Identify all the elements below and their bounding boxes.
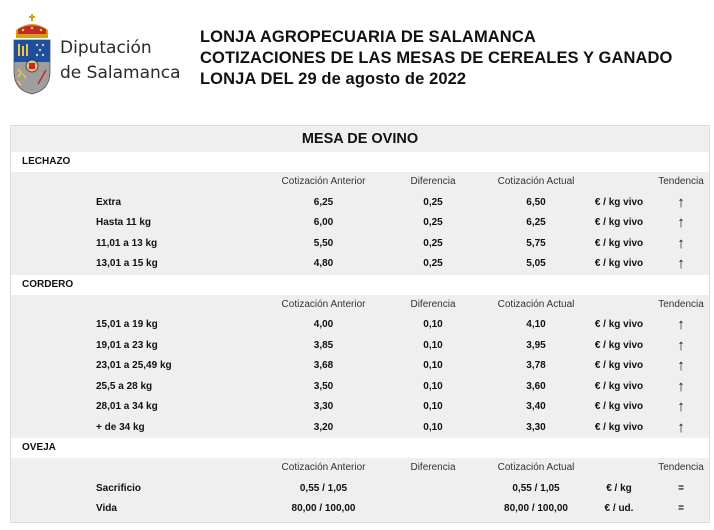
column-header-row	[11, 172, 709, 193]
title-cotizaciones: COTIZACIONES DE LAS MESAS DE CEREALES Y GANADO	[200, 49, 673, 67]
cotizacion-anterior: 80,00 / 100,00	[291, 503, 356, 514]
cotizacion-actual: 4,10	[526, 319, 546, 330]
cotizacion-actual: 80,00 / 100,00	[504, 503, 568, 514]
cotizacion-anterior: 6,00	[313, 217, 334, 228]
logo-line-2: de Salamanca	[60, 63, 181, 83]
col-cotizacion-anterior: Cotización Anterior	[281, 462, 366, 473]
trend-up-icon: ↑	[677, 377, 685, 395]
col-cotizacion-actual: Cotización Actual	[497, 462, 575, 473]
section-oveja: OVEJA	[11, 438, 709, 458]
cotizacion-actual: 3,30	[526, 421, 546, 433]
trend-up-icon: ↑	[677, 255, 685, 272]
table-row	[11, 356, 709, 377]
diferencia: 0,25	[423, 258, 443, 269]
cotizacion-actual: 3,60	[526, 380, 546, 392]
diferencia: 0,10	[423, 401, 443, 412]
trend-up-icon: ↑	[677, 418, 685, 436]
row-label: + de 34 kg	[96, 421, 145, 433]
cotizacion-actual: 3,78	[526, 360, 546, 371]
trend-up-icon: ↑	[677, 234, 685, 252]
row-label: 28,01 a 34 kg	[96, 401, 158, 412]
unit: € / kg vivo	[594, 217, 644, 228]
table-row	[11, 315, 709, 336]
cotizacion-anterior: 5,50	[313, 237, 334, 249]
unit: € / kg vivo	[594, 360, 644, 371]
diferencia: 0,10	[423, 360, 443, 371]
cotizacion-anterior: 4,00	[313, 319, 334, 330]
cotizacion-anterior: 3,85	[313, 339, 334, 351]
table-row	[11, 213, 709, 234]
cotizacion-anterior: 6,25	[313, 196, 334, 208]
coat-of-arms-icon	[10, 14, 54, 96]
trend-up-icon: ↑	[677, 214, 685, 231]
row-label: 15,01 a 19 kg	[96, 319, 158, 330]
unit: € / kg vivo	[594, 319, 644, 330]
col-tendencia: Tendencia	[658, 298, 704, 310]
column-header-row	[11, 458, 709, 479]
table-row	[11, 397, 709, 418]
col-cotizacion-anterior: Cotización Anterior	[281, 298, 366, 310]
table-row	[11, 234, 709, 255]
trend-equal-icon: =	[678, 503, 684, 514]
unit: € / kg vivo	[594, 339, 644, 351]
diferencia: 0,10	[423, 380, 443, 392]
logo-text	[60, 36, 181, 86]
col-cotizacion-actual: Cotización Actual	[497, 298, 575, 310]
cotizacion-actual: 3,40	[526, 401, 546, 412]
cotizacion-anterior: 0,55 / 1,05	[299, 482, 348, 494]
mesa-ovino-table	[10, 125, 710, 523]
row-label: Extra	[96, 196, 122, 208]
col-diferencia: Diferencia	[410, 462, 456, 473]
cotizacion-anterior: 4,80	[313, 258, 334, 269]
unit: € / kg vivo	[594, 258, 644, 269]
table-row	[11, 377, 709, 398]
row-label: 23,01 a 25,49 kg	[96, 360, 172, 371]
cotizacion-anterior: 3,68	[313, 360, 334, 371]
unit: € / kg vivo	[594, 237, 644, 249]
unit: € / kg vivo	[594, 196, 644, 208]
unit: € / kg vivo	[594, 421, 644, 433]
diferencia: 0,10	[423, 421, 443, 433]
cotizacion-actual: 6,50	[526, 196, 546, 208]
cotizacion-anterior: 3,50	[313, 380, 334, 392]
row-label: 25,5 a 28 kg	[96, 380, 153, 392]
cotizacion-anterior: 3,30	[313, 401, 334, 412]
cotizacion-actual: 0,55 / 1,05	[512, 482, 560, 494]
cotizacion-actual: 3,95	[526, 339, 546, 351]
col-tendencia: Tendencia	[658, 462, 704, 473]
cotizacion-anterior: 3,20	[313, 421, 334, 433]
trend-equal-icon: =	[678, 482, 684, 494]
col-diferencia: Diferencia	[410, 176, 456, 187]
title-lonja: LONJA AGROPECUARIA DE SALAMANCA	[200, 28, 536, 46]
unit: € / kg vivo	[594, 401, 644, 412]
row-label: 13,01 a 15 kg	[96, 258, 158, 269]
row-label: Vida	[96, 503, 117, 514]
trend-up-icon: ↑	[677, 336, 685, 354]
trend-up-icon: ↑	[677, 398, 685, 415]
table-row	[11, 479, 709, 500]
diferencia: 0,25	[423, 196, 443, 208]
table-row	[11, 193, 709, 214]
column-header-row	[11, 295, 709, 316]
col-cotizacion-actual: Cotización Actual	[497, 176, 575, 187]
section-lechazo: LECHAZO	[11, 152, 709, 172]
trend-up-icon: ↑	[677, 316, 685, 333]
table-row	[11, 254, 709, 275]
row-label: 11,01 a 13 kg	[96, 237, 158, 249]
unit: € / ud.	[604, 503, 634, 514]
col-cotizacion-anterior: Cotización Anterior	[281, 176, 366, 187]
unit: € / kg	[606, 482, 632, 494]
unit: € / kg vivo	[594, 380, 644, 392]
cotizacion-actual: 5,75	[526, 237, 546, 249]
table-title: MESA DE OVINO	[11, 126, 709, 152]
table-row	[11, 418, 709, 439]
cotizacion-actual: 5,05	[526, 258, 546, 269]
section-cordero: CORDERO	[11, 275, 709, 295]
row-label: Sacrificio	[96, 482, 142, 494]
trend-up-icon: ↑	[677, 193, 685, 211]
diferencia: 0,25	[423, 217, 443, 228]
logo-line-1: Diputación	[60, 38, 152, 58]
diferencia: 0,10	[423, 339, 443, 351]
table-row	[11, 499, 709, 520]
document-titles	[200, 27, 672, 90]
page-header	[0, 0, 714, 110]
title-date: LONJA DEL 29 de agosto de 2022	[200, 70, 467, 88]
cotizacion-actual: 6,25	[526, 217, 546, 228]
diferencia: 0,25	[423, 237, 443, 249]
row-label: 19,01 a 23 kg	[96, 339, 158, 351]
trend-up-icon: ↑	[677, 357, 685, 374]
col-tendencia: Tendencia	[658, 176, 704, 187]
col-diferencia: Diferencia	[410, 298, 456, 310]
table-row	[11, 336, 709, 357]
diferencia: 0,10	[423, 319, 443, 330]
row-label: Hasta 11 kg	[96, 217, 152, 228]
